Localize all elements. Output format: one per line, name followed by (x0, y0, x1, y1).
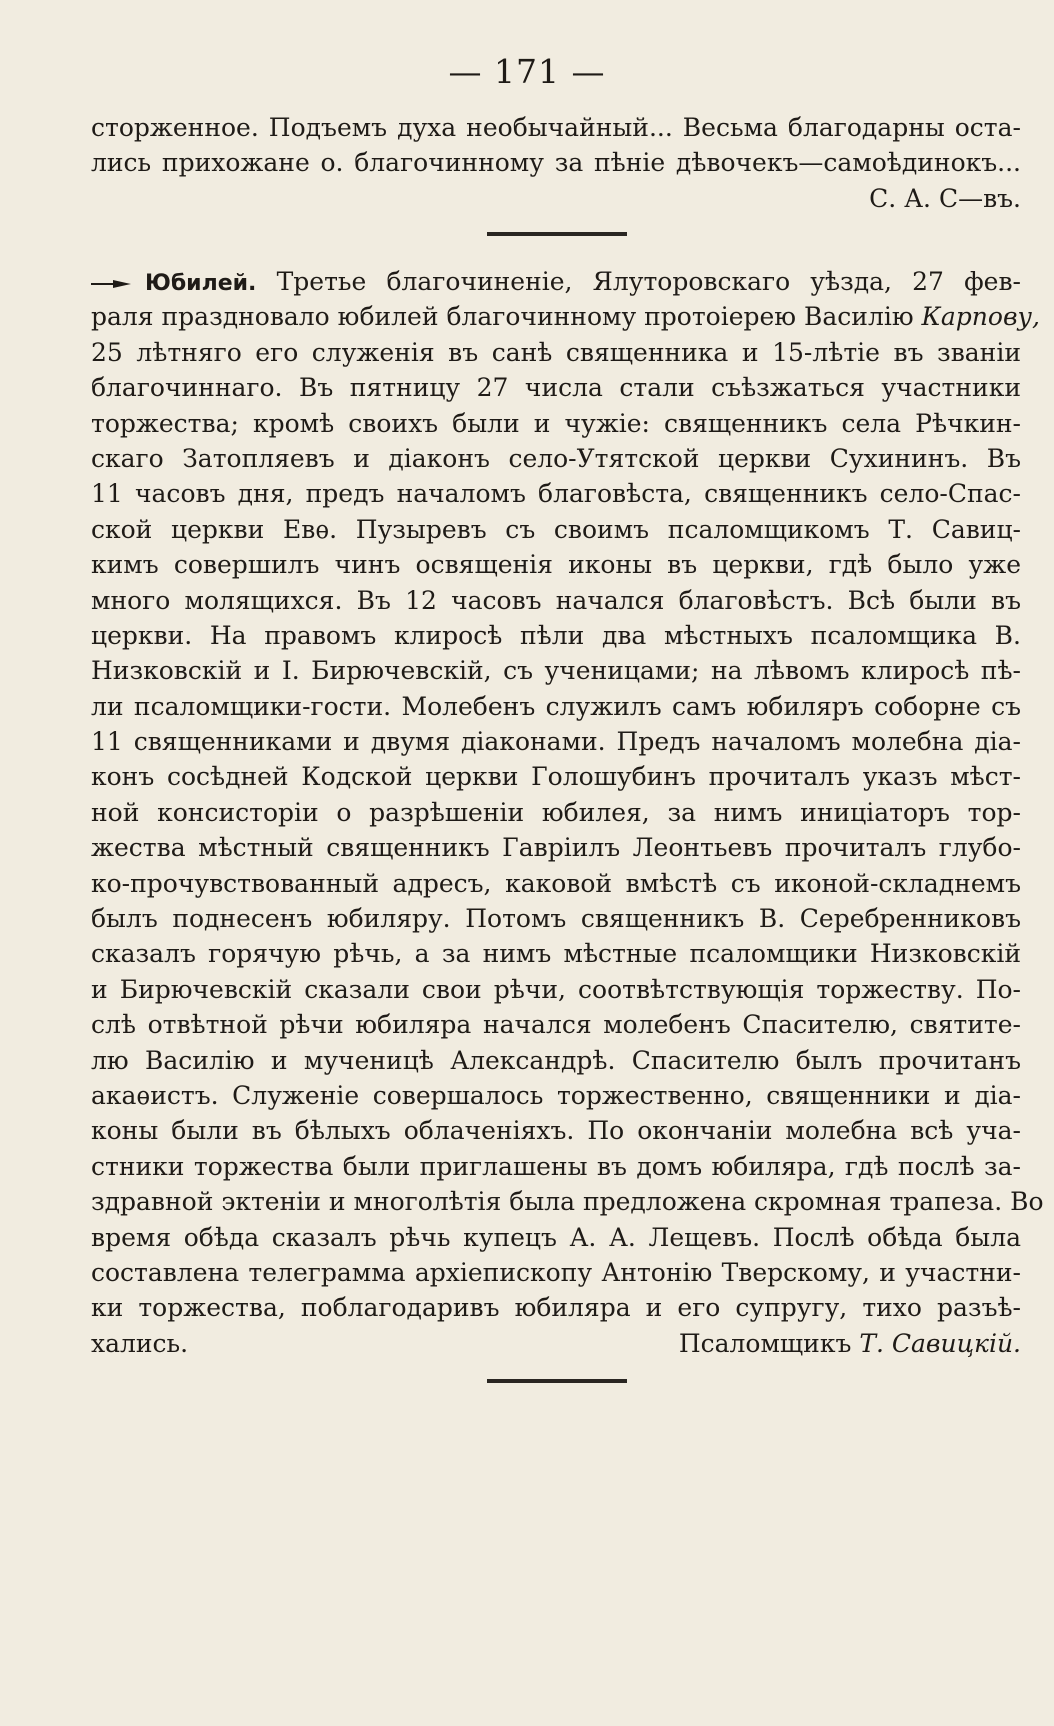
text-line: конъ сосѣдней Кодской церкви Голошубинъ прочиталъ указъ мѣст- (91, 762, 1021, 792)
text-line: лю Василію и мученицѣ Александрѣ. Спасителю былъ прочитанъ (91, 1045, 1021, 1075)
text-line: акаѳистъ. Служеніе совершалось торжественно, священники и діа- (91, 1080, 1021, 1110)
section-divider (487, 232, 627, 236)
text-line: Низковскій и І. Бирючевскій, съ ученицами; на лѣвомъ клиросѣ пѣ- (91, 656, 1021, 686)
text-line: ки торжества, поблагодаривъ юбиляра и его супругу, тихо разъѣ- (91, 1293, 1021, 1323)
article-second-line-text: раля праздновало юбилей благочинному протоіерею Василію (91, 302, 914, 332)
article-heading: Юбилей. (145, 271, 257, 296)
text-line: составлена телеграмма архіепископу Антонію Тверскому, и участни- (91, 1257, 1021, 1287)
text-line: скаго Затопляевъ и діаконъ село-Утятской церкви Сухининъ. Въ (91, 443, 1021, 473)
article-first-line (91, 264, 1021, 299)
text-line: сторженное. Подъемъ духа необычайный... Весьма благодарны оста- (91, 113, 1021, 142)
text-line: ко-прочувствованный адресъ, каковой вмѣстѣ съ иконой-складнемъ (91, 868, 1021, 898)
text-line: стники торжества были приглашены въ домъ юбиляра, гдѣ послѣ за- (91, 1151, 1021, 1181)
article-second-line (91, 299, 1040, 334)
article-signature-name: Т. Савицкій. (859, 1328, 1021, 1358)
article-last-line (91, 1326, 1021, 1361)
text-line: 25 лѣтняго его служенія въ санѣ священника и 15-лѣтіе въ званіи (91, 337, 1021, 367)
text-line: былъ поднесенъ юбиляру. Потомъ священникъ В. Серебренниковъ (91, 904, 1021, 934)
text-line: благочиннаго. Въ пятницу 27 числа стали съѣзжаться участники (91, 373, 1021, 403)
text-line: коны были въ бѣлыхъ облаченіяхъ. По окончаніи молебна всѣ уча- (91, 1116, 1021, 1146)
text-line: лись прихожане о. благочинному за пѣніе дѣвочекъ—самоѣдинокъ... (91, 148, 1021, 178)
text-line: здравной эктеніи и многолѣтія была предложена скромная трапеза. Во (91, 1187, 1044, 1217)
text-line: 11 часовъ дня, предъ началомъ благовѣста, священникъ село-Спас- (91, 479, 1021, 509)
text-line: много молящихся. Въ 12 часовъ начался благовѣстъ. Всѣ были въ (91, 585, 1021, 615)
text-line: сказалъ горячую рѣчь, а за нимъ мѣстные псаломщики Низковскій (91, 939, 1021, 969)
top-section-signature: С. А. С—въ. (869, 183, 1021, 213)
article-second-line-italic: Карпову, (921, 302, 1040, 332)
page-number: — 171 — (448, 52, 606, 91)
article (91, 264, 1044, 1361)
top-section (91, 110, 1021, 216)
text-line: жества мѣстный священникъ Гавріилъ Леонтьевъ прочиталъ глубо- (91, 833, 1021, 863)
text-line: церкви. На правомъ клиросѣ пѣли два мѣстныхъ псаломщика В. (91, 620, 1021, 650)
text-line: ли псаломщики-гости. Молебенъ служилъ самъ юбиляръ соборне съ (91, 691, 1021, 721)
article-first-line-text: Третье благочиненіе, Ялуторовскаго уѣзда, 27 фев- (276, 267, 1021, 296)
article-last-line-text: хались. (91, 1328, 189, 1358)
text-line: торжества; кромѣ своихъ были и чужіе: священникъ села Рѣчкин- (91, 408, 1021, 438)
article-body-lines (91, 335, 1044, 1326)
text-line: слѣ отвѣтной рѣчи юбиляра начался молебенъ Спасителю, святите- (91, 1010, 1021, 1040)
text-line: время обѣда сказалъ рѣчь купецъ А. А. Лещевъ. Послѣ обѣда была (91, 1222, 1021, 1252)
pointing-hand-icon (91, 277, 131, 291)
end-divider (487, 1379, 627, 1383)
text-line: кимъ совершилъ чинъ освященія иконы въ церкви, гдѣ было уже (91, 550, 1021, 580)
text-line: и Бирючевскій сказали свои рѣчи, соотвѣтствующія торжеству. По- (91, 974, 1021, 1004)
text-line: 11 священниками и двумя діаконами. Предъ началомъ молебна діа- (91, 727, 1021, 757)
text-line: ской церкви Евѳ. Пузыревъ съ своимъ псаломщикомъ Т. Савиц- (91, 514, 1021, 544)
article-signature-prefix: Псаломщикъ (678, 1328, 852, 1358)
text-line: ной консисторіи о разрѣшеніи юбилея, за нимъ иниціаторъ тор- (91, 797, 1021, 827)
top-section-lines (91, 110, 1021, 181)
article-signature (679, 1326, 1021, 1361)
